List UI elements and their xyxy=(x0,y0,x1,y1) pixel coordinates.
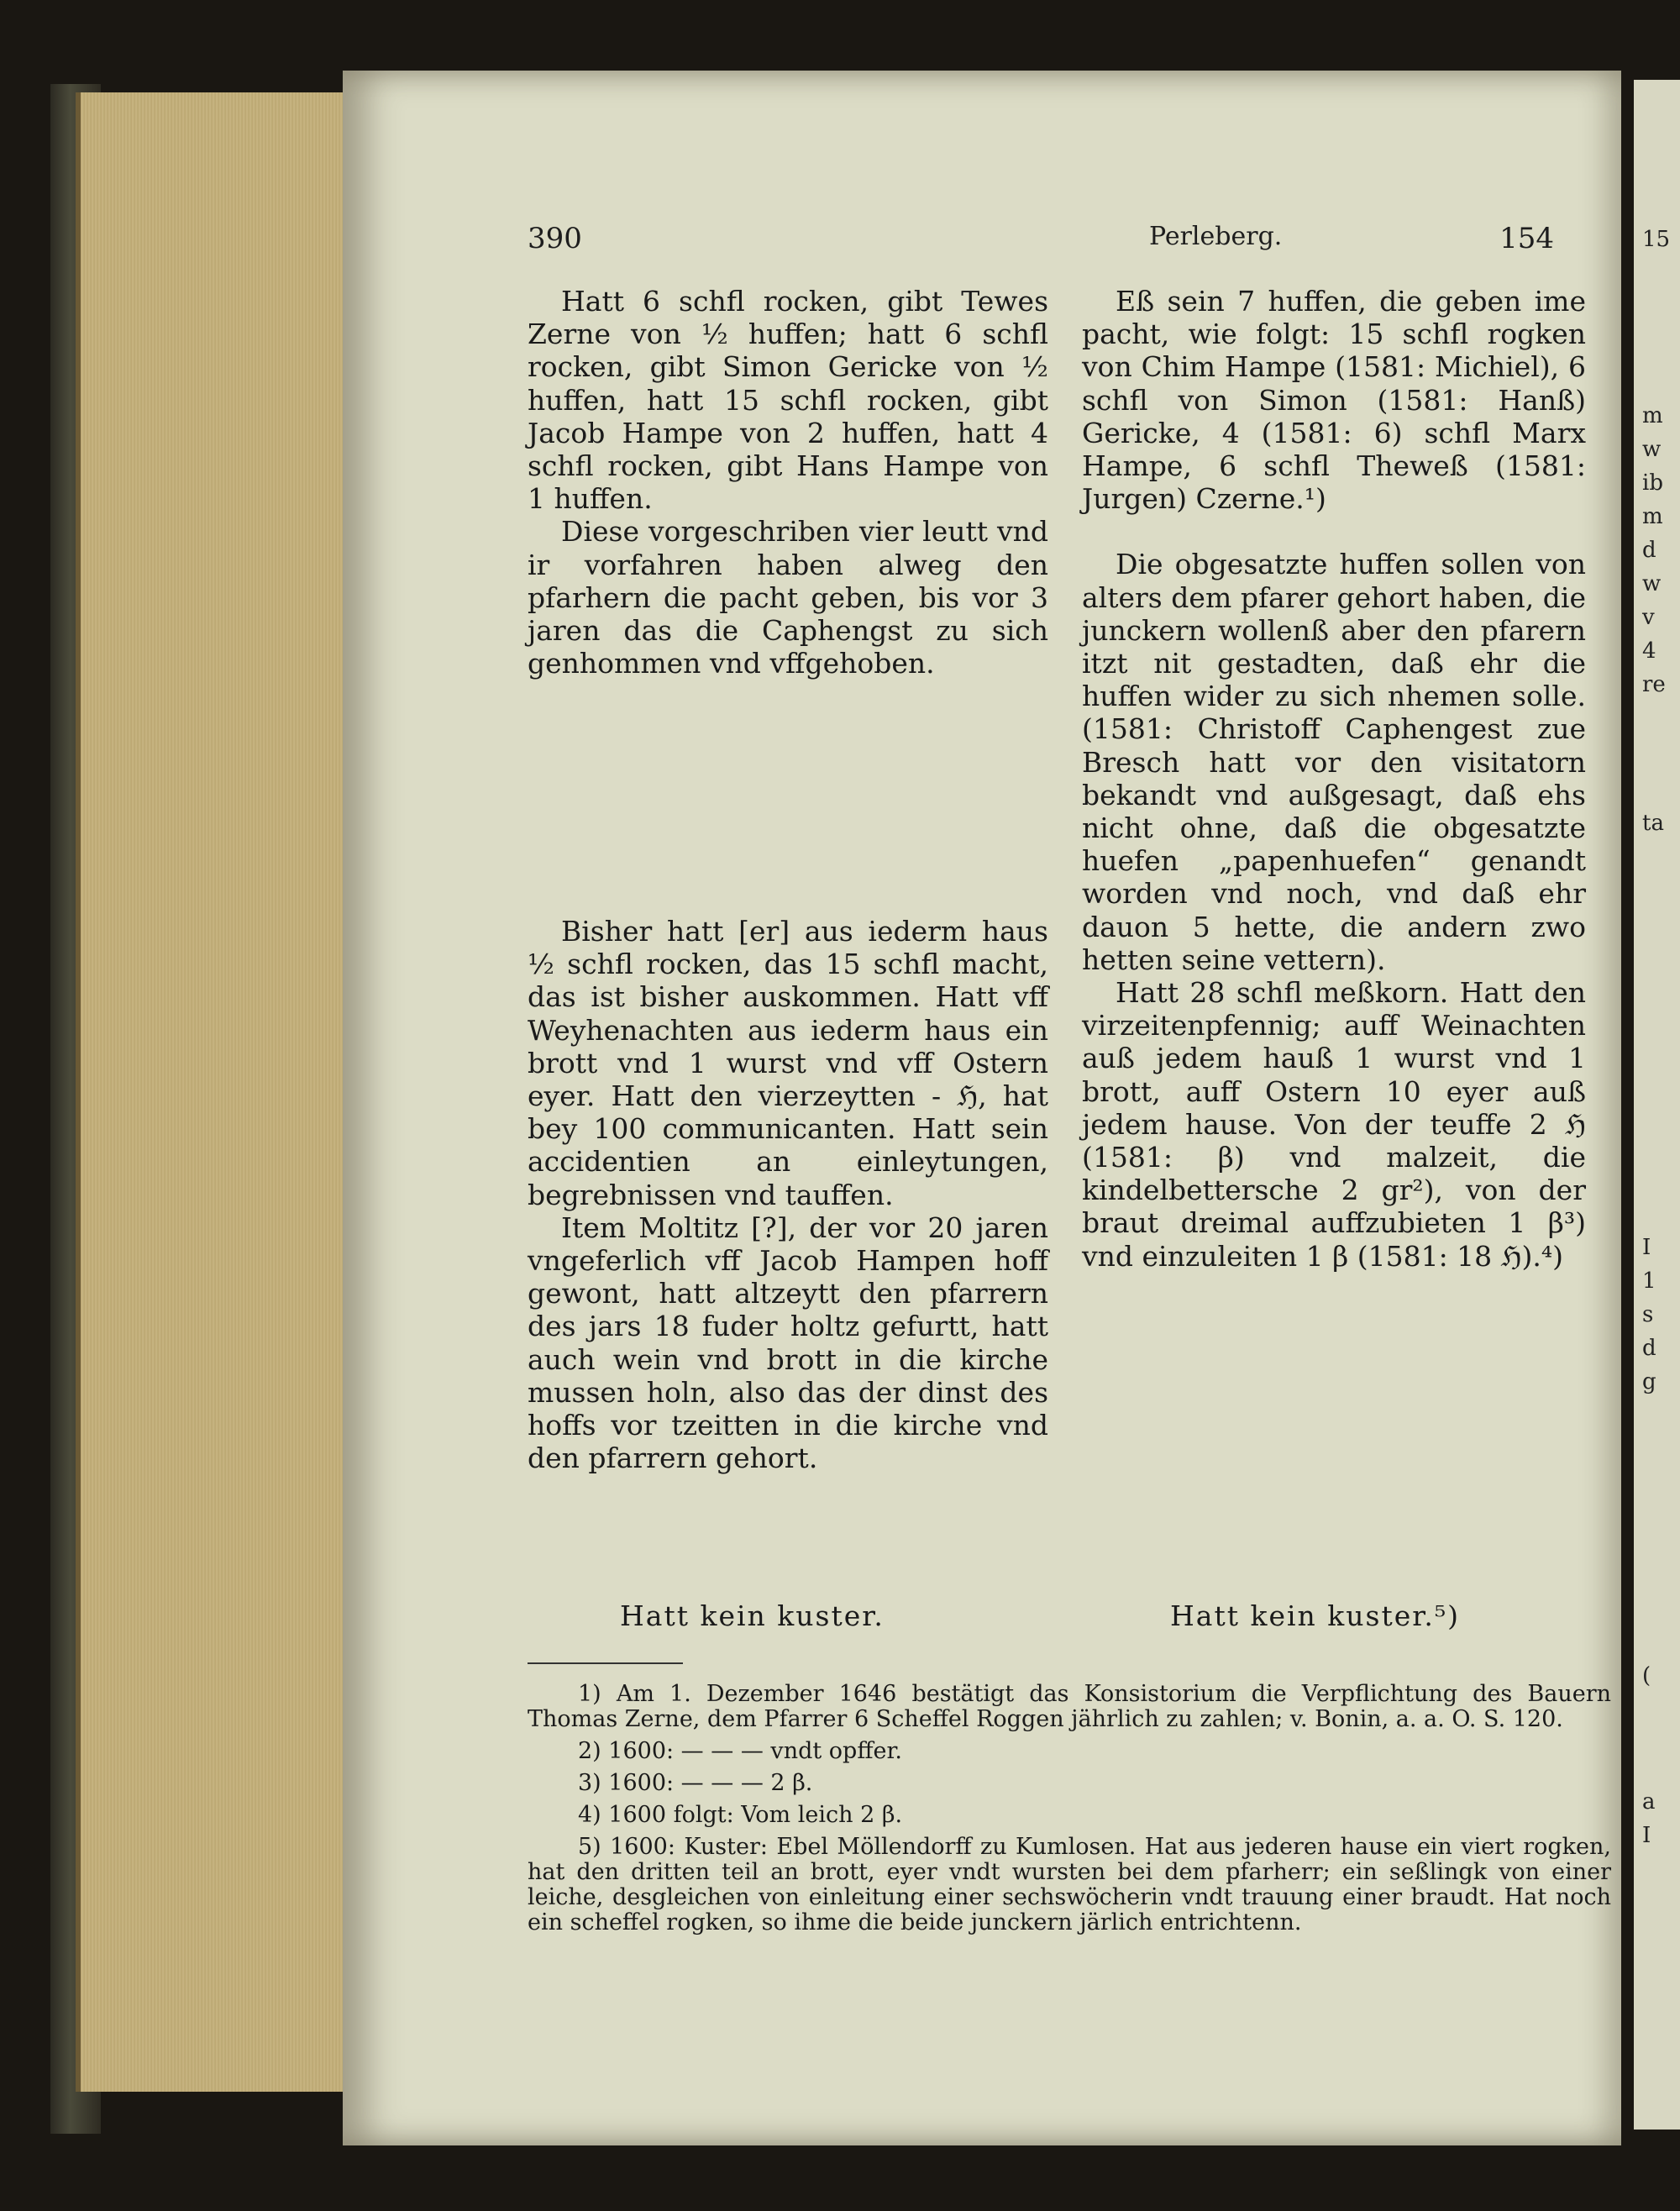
adjacent-fragment: ib xyxy=(1642,470,1663,496)
adjacent-fragment: d xyxy=(1642,1336,1656,1361)
section-number: 154 xyxy=(1499,222,1554,255)
adjacent-fragment: I xyxy=(1642,1823,1651,1848)
adjacent-fragment: g xyxy=(1642,1369,1656,1394)
footnote: 5) 1600: Kuster: Ebel Möllendorff zu Kumlosen. Hat aus jederen hause ein viert rogken, hat den dritten teil an brott, eyer vndt wursten bei dem pfarherr; ein seßlingk von einer leiche, desgleichen von einleitung einer sechswöcherin vndt trauung einer braudt. Hat noch ein scheffel rogken, so ihme die beide junckern järlich entrichtenn. xyxy=(528,1834,1611,1935)
page-header xyxy=(528,222,1554,264)
left-column-upper xyxy=(528,285,1048,680)
footnote: 4) 1600 folgt: Vom leich 2 β. xyxy=(578,1802,903,1828)
adjacent-fragment: s xyxy=(1642,1302,1654,1327)
adjacent-page-edge xyxy=(1634,80,1680,2130)
book-page xyxy=(343,71,1621,2145)
adjacent-fragment: w xyxy=(1642,437,1662,462)
adjacent-fragment: 1 xyxy=(1642,1268,1656,1294)
paragraph: Eß sein 7 huffen, die geben ime pacht, wie folgt: 15 schfl rogken von Chim Hampe (1581: Michiel), 6 schfl von Simon (1581: Hanß) Gericke, 4 (1581: 6) schfl Marx Hampe, 6 schfl Theweß (1581: Jurgen) Czerne.¹) xyxy=(1082,285,1586,516)
adjacent-fragment: ta xyxy=(1642,811,1664,836)
right-column xyxy=(1082,285,1586,1273)
adjacent-fragment: I xyxy=(1642,1235,1651,1260)
adjacent-fragment: w xyxy=(1642,571,1662,596)
adjacent-fragment: v xyxy=(1642,605,1655,630)
paragraph: Bisher hatt [er] aus iederm haus ½ schfl rocken, das 15 schfl macht, das ist bisher auskommen. Hatt vff Weyhenachten aus iederm haus ein brott vnd 1 wurst vnd vff Ostern eyer. Hatt den vierzeytten - ℌ, hat bey 100 communicanten. Hatt sein accidentien an einleytungen, begrebnissen vnd tauffen. xyxy=(528,915,1048,1211)
adjacent-fragment: 4 xyxy=(1642,638,1656,664)
adjacent-fragment: d xyxy=(1642,538,1656,563)
footnote: 2) 1600: — — — vndt opffer. xyxy=(578,1738,903,1764)
footnote-rule xyxy=(528,1662,683,1664)
page-number: 390 xyxy=(528,222,582,255)
adjacent-fragment: m xyxy=(1642,504,1663,529)
paragraph: Die obgesatzte huffen sollen von alters dem pfarer gehort haben, die junckern wollenß aber den pfarern itzt nit gestadten, daß ehr die huffen wider zu sich nhemen solle. (1581: Christoff Caphengest zue Bresch hatt vor den visitatorn bekandt vnd außgesagt, daß ehs nicht ohne, daß die obgesatzte huefen „papenhuefen“ genandt worden vnd noch, vnd daß ehr dauon 5 hette, die andern zwo hetten seine vettern). xyxy=(1082,548,1586,976)
page-edges xyxy=(76,92,349,2092)
paragraph: Hatt 6 schfl rocken, gibt Tewes Zerne von ½ huffen; hatt 6 schfl rocken, gibt Simon Gericke von ½ huffen, hatt 15 schfl rocken, gibt Jacob Hampe von 2 huffen, hatt 4 schfl rocken, gibt Hans Hampe von 1 huffen. xyxy=(528,285,1048,516)
running-title: Perleberg. xyxy=(1149,222,1283,251)
adjacent-fragment: ( xyxy=(1642,1663,1651,1688)
subheading-left: Hatt kein kuster. xyxy=(620,1599,885,1632)
paragraph: Diese vorgeschriben vier leutt vnd ir vorfahren haben alweg den pfarhern die pacht geben, bis vor 3 jaren das die Caphengst zu sich genhommen vnd vffgehoben. xyxy=(528,515,1048,680)
footnote: 1) Am 1. Dezember 1646 bestätigt das Konsistorium die Verpflichtung des Bauern Thomas Zerne, dem Pfarrer 6 Scheffel Roggen jährlich zu zahlen; v. Bonin, a. a. O. S. 120. xyxy=(528,1681,1611,1732)
paragraph: Item Moltitz [?], der vor 20 jaren vngeferlich vff Jacob Hampen hoff gewont, hatt altzeytt den pfarrern des jars 18 fuder holtz gefurtt, hatt auch wein vnd brott in die kirche mussen holn, also das der dinst des hoffs vor tzeitten in die kirche vnd den pfarrern gehort. xyxy=(528,1211,1048,1475)
paragraph: Hatt 28 schfl meßkorn. Hatt den virzeitenpfennig; auff Weinachten auß jedem hauß 1 wurst vnd 1 brott, auff Ostern 10 eyer auß jedem hause. Von der teuffe 2 ℌ (1581: β) vnd malzeit, die kindelbettersche 2 gr²), von der braut dreimal auffzubieten 1 β³) vnd einzuleiten 1 β (1581: 18 ℌ).⁴) xyxy=(1082,976,1586,1273)
left-column-lower xyxy=(528,915,1048,1474)
adjacent-fragment: a xyxy=(1642,1789,1656,1814)
adjacent-fragment: 15 xyxy=(1642,227,1671,252)
adjacent-fragment: m xyxy=(1642,403,1663,428)
footnote: 3) 1600: — — — 2 β. xyxy=(578,1770,813,1796)
footnotes xyxy=(528,1682,1611,1942)
subheading-right: Hatt kein kuster.⁵) xyxy=(1170,1599,1461,1632)
adjacent-fragment: re xyxy=(1642,672,1666,697)
